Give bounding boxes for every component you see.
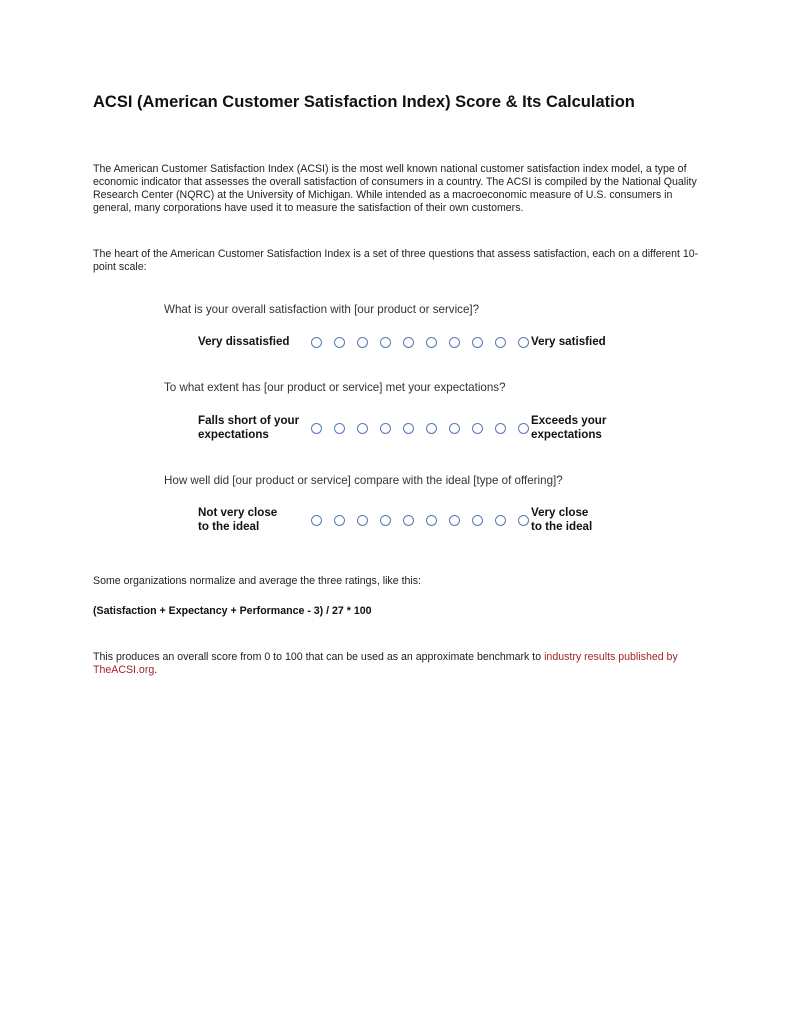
radio-option[interactable] [449, 423, 460, 434]
radio-option[interactable] [472, 423, 483, 434]
radio-option[interactable] [311, 423, 322, 434]
radio-option[interactable] [426, 337, 437, 348]
normalize-paragraph: Some organizations normalize and average the three ratings, like this: [93, 575, 421, 587]
ideal-scale [198, 506, 618, 534]
intro-paragraph: The American Customer Satisfaction Index (ACSI) is the most well known national customer satisfaction index model, a type of economic indicator that assesses the overall satisfaction of consumers in a country. The ACSI is compiled by the National Quality Research Center (NQRC) at the University of Michigan. While intended as a macroeconomic measure of U.S. consumers in general, many corporations have used it to measure the satisfaction of their own customers. [93, 163, 697, 214]
radio-option[interactable] [518, 337, 529, 348]
scale-low-label: Not very close to the ideal [198, 506, 278, 533]
formula: (Satisfaction + Expectancy + Performance - 3) / 27 * 100 [93, 605, 372, 617]
radio-option[interactable] [357, 423, 368, 434]
radio-option[interactable] [472, 515, 483, 526]
page-title: ACSI (American Customer Satisfaction Index) Score & Its Calculation [93, 93, 635, 111]
question-ideal: How well did [our product or service] compare with the ideal [type of offering]? [164, 474, 563, 487]
satisfaction-scale [198, 333, 618, 361]
radio-option[interactable] [495, 423, 506, 434]
radio-option[interactable] [403, 515, 414, 526]
radio-option[interactable] [403, 337, 414, 348]
radio-group-ideal [311, 515, 529, 526]
scale-intro-paragraph: The heart of the American Customer Satisfaction Index is a set of three questions that assess satisfaction, each on a different 10-point scale: [93, 248, 699, 273]
radio-option[interactable] [472, 337, 483, 348]
expectations-scale [198, 414, 618, 442]
radio-group-satisfaction [311, 337, 529, 348]
radio-option[interactable] [357, 515, 368, 526]
radio-option[interactable] [403, 423, 414, 434]
radio-option[interactable] [380, 515, 391, 526]
question-expectations: To what extent has [our product or service] met your expectations? [164, 381, 506, 394]
result-end: . [154, 664, 158, 676]
radio-option[interactable] [495, 515, 506, 526]
radio-option[interactable] [380, 423, 391, 434]
radio-option[interactable] [334, 515, 345, 526]
radio-group-expectations [311, 423, 529, 434]
radio-option[interactable] [334, 337, 345, 348]
scale-high-label: Very close to the ideal [531, 506, 593, 533]
radio-option[interactable] [449, 515, 460, 526]
radio-option[interactable] [380, 337, 391, 348]
result-text: This produces an overall score from 0 to 100 that can be used as an approximate benchmark to [93, 651, 545, 663]
scale-low-label: Falls short of your expectations [198, 414, 300, 441]
radio-option[interactable] [518, 515, 529, 526]
radio-option[interactable] [426, 423, 437, 434]
question-satisfaction: What is your overall satisfaction with [our product or service]? [164, 303, 480, 316]
radio-option[interactable] [426, 515, 437, 526]
result-paragraph [93, 651, 703, 677]
scale-high-label: Exceeds your expectations [531, 414, 607, 441]
radio-option[interactable] [311, 515, 322, 526]
radio-option[interactable] [357, 337, 368, 348]
radio-option[interactable] [334, 423, 345, 434]
acsi-results-link[interactable]: industry results published by TheACSI.org [93, 651, 678, 676]
radio-option[interactable] [495, 337, 506, 348]
radio-option[interactable] [311, 337, 322, 348]
radio-option[interactable] [449, 337, 460, 348]
scale-high-label: Very satisfied [531, 335, 606, 348]
scale-low-label: Very dissatisfied [198, 335, 290, 348]
radio-option[interactable] [518, 423, 529, 434]
